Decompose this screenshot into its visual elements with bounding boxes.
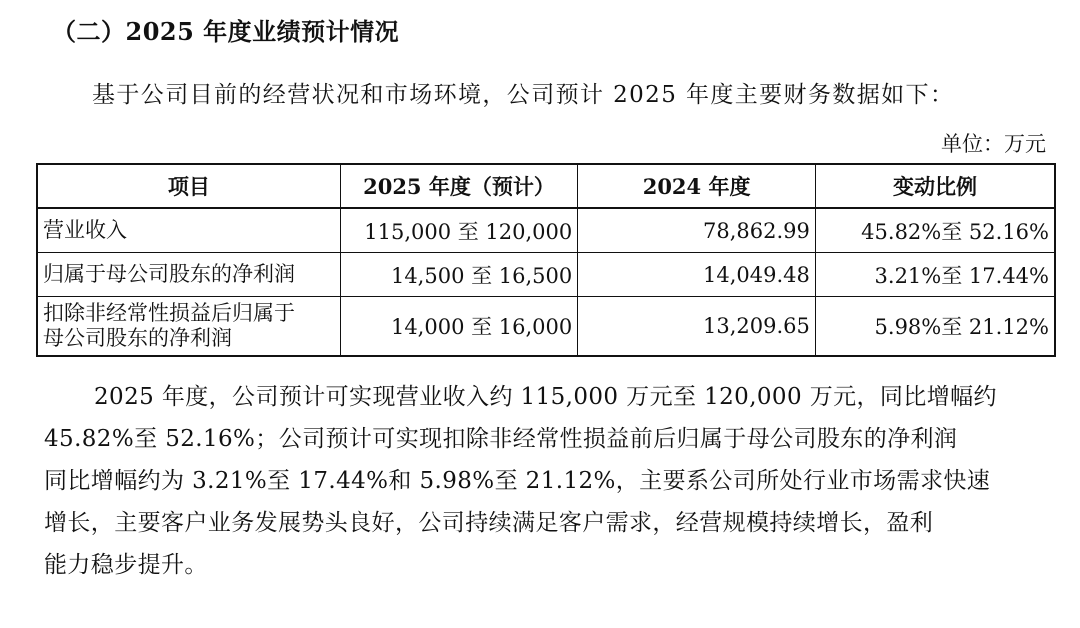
cell-actual-2024: 78,862.99 bbox=[578, 208, 816, 253]
row-item-adjusted-net-profit bbox=[37, 297, 340, 357]
item-label-line: 归属于母公司股东的净利润 bbox=[43, 261, 295, 286]
item-label-line: 营业收入 bbox=[43, 217, 127, 242]
header-change-ratio: 变动比例 bbox=[815, 164, 1055, 208]
cell-change: 3.21%至 17.44% bbox=[815, 253, 1055, 297]
paragraph-line: 增长，主要客户业务发展势头良好，公司持续满足客户需求，经营规模持续增长，盈利 bbox=[44, 510, 934, 536]
table-row bbox=[37, 253, 1055, 297]
cell-change: 5.98%至 21.12% bbox=[815, 297, 1055, 357]
item-label-line: 母公司股东的净利润 bbox=[43, 326, 232, 350]
header-2024: 2024 年度 bbox=[578, 164, 816, 208]
table-row bbox=[37, 297, 1055, 357]
row-item-revenue bbox=[37, 208, 340, 253]
intro-text: 基于公司目前的经营状况和市场环境，公司预计 2025 年度主要财务数据如下： bbox=[92, 82, 955, 108]
item-label-line: 扣除非经常性损益后归属于 bbox=[43, 300, 295, 325]
unit-label: 单位：万元 bbox=[941, 132, 1046, 156]
financial-forecast-table bbox=[36, 163, 1056, 357]
table-row bbox=[37, 208, 1055, 253]
cell-forecast-2025: 14,000 至 16,000 bbox=[340, 297, 578, 357]
cell-actual-2024: 14,049.48 bbox=[578, 253, 816, 297]
paragraph-line: 同比增幅约为 3.21%至 17.44%和 5.98%至 21.12%，主要系公司所处行业市场需求快速 bbox=[44, 468, 991, 494]
header-2025-forecast: 2025 年度（预计） bbox=[340, 164, 578, 208]
cell-change: 45.82%至 52.16% bbox=[815, 208, 1055, 253]
paragraph-line: 45.82%至 52.16%；公司预计可实现扣除非经常性损益前后归属于母公司股东的净利润 bbox=[44, 426, 958, 452]
paragraph-line: 2025 年度，公司预计可实现营业收入约 115,000 万元至 120,000 万元，同比增幅约 bbox=[94, 384, 997, 410]
cell-forecast-2025: 115,000 至 120,000 bbox=[340, 208, 578, 253]
table-header-row bbox=[37, 164, 1055, 208]
row-item-net-profit bbox=[37, 253, 340, 297]
cell-actual-2024: 13,209.65 bbox=[578, 297, 816, 357]
cell-forecast-2025: 14,500 至 16,500 bbox=[340, 253, 578, 297]
summary-paragraph bbox=[44, 376, 1054, 586]
paragraph-line: 能力稳步提升。 bbox=[44, 552, 208, 578]
section-heading: （二）2025 年度业绩预计情况 bbox=[52, 17, 400, 46]
header-item: 项目 bbox=[37, 164, 340, 208]
